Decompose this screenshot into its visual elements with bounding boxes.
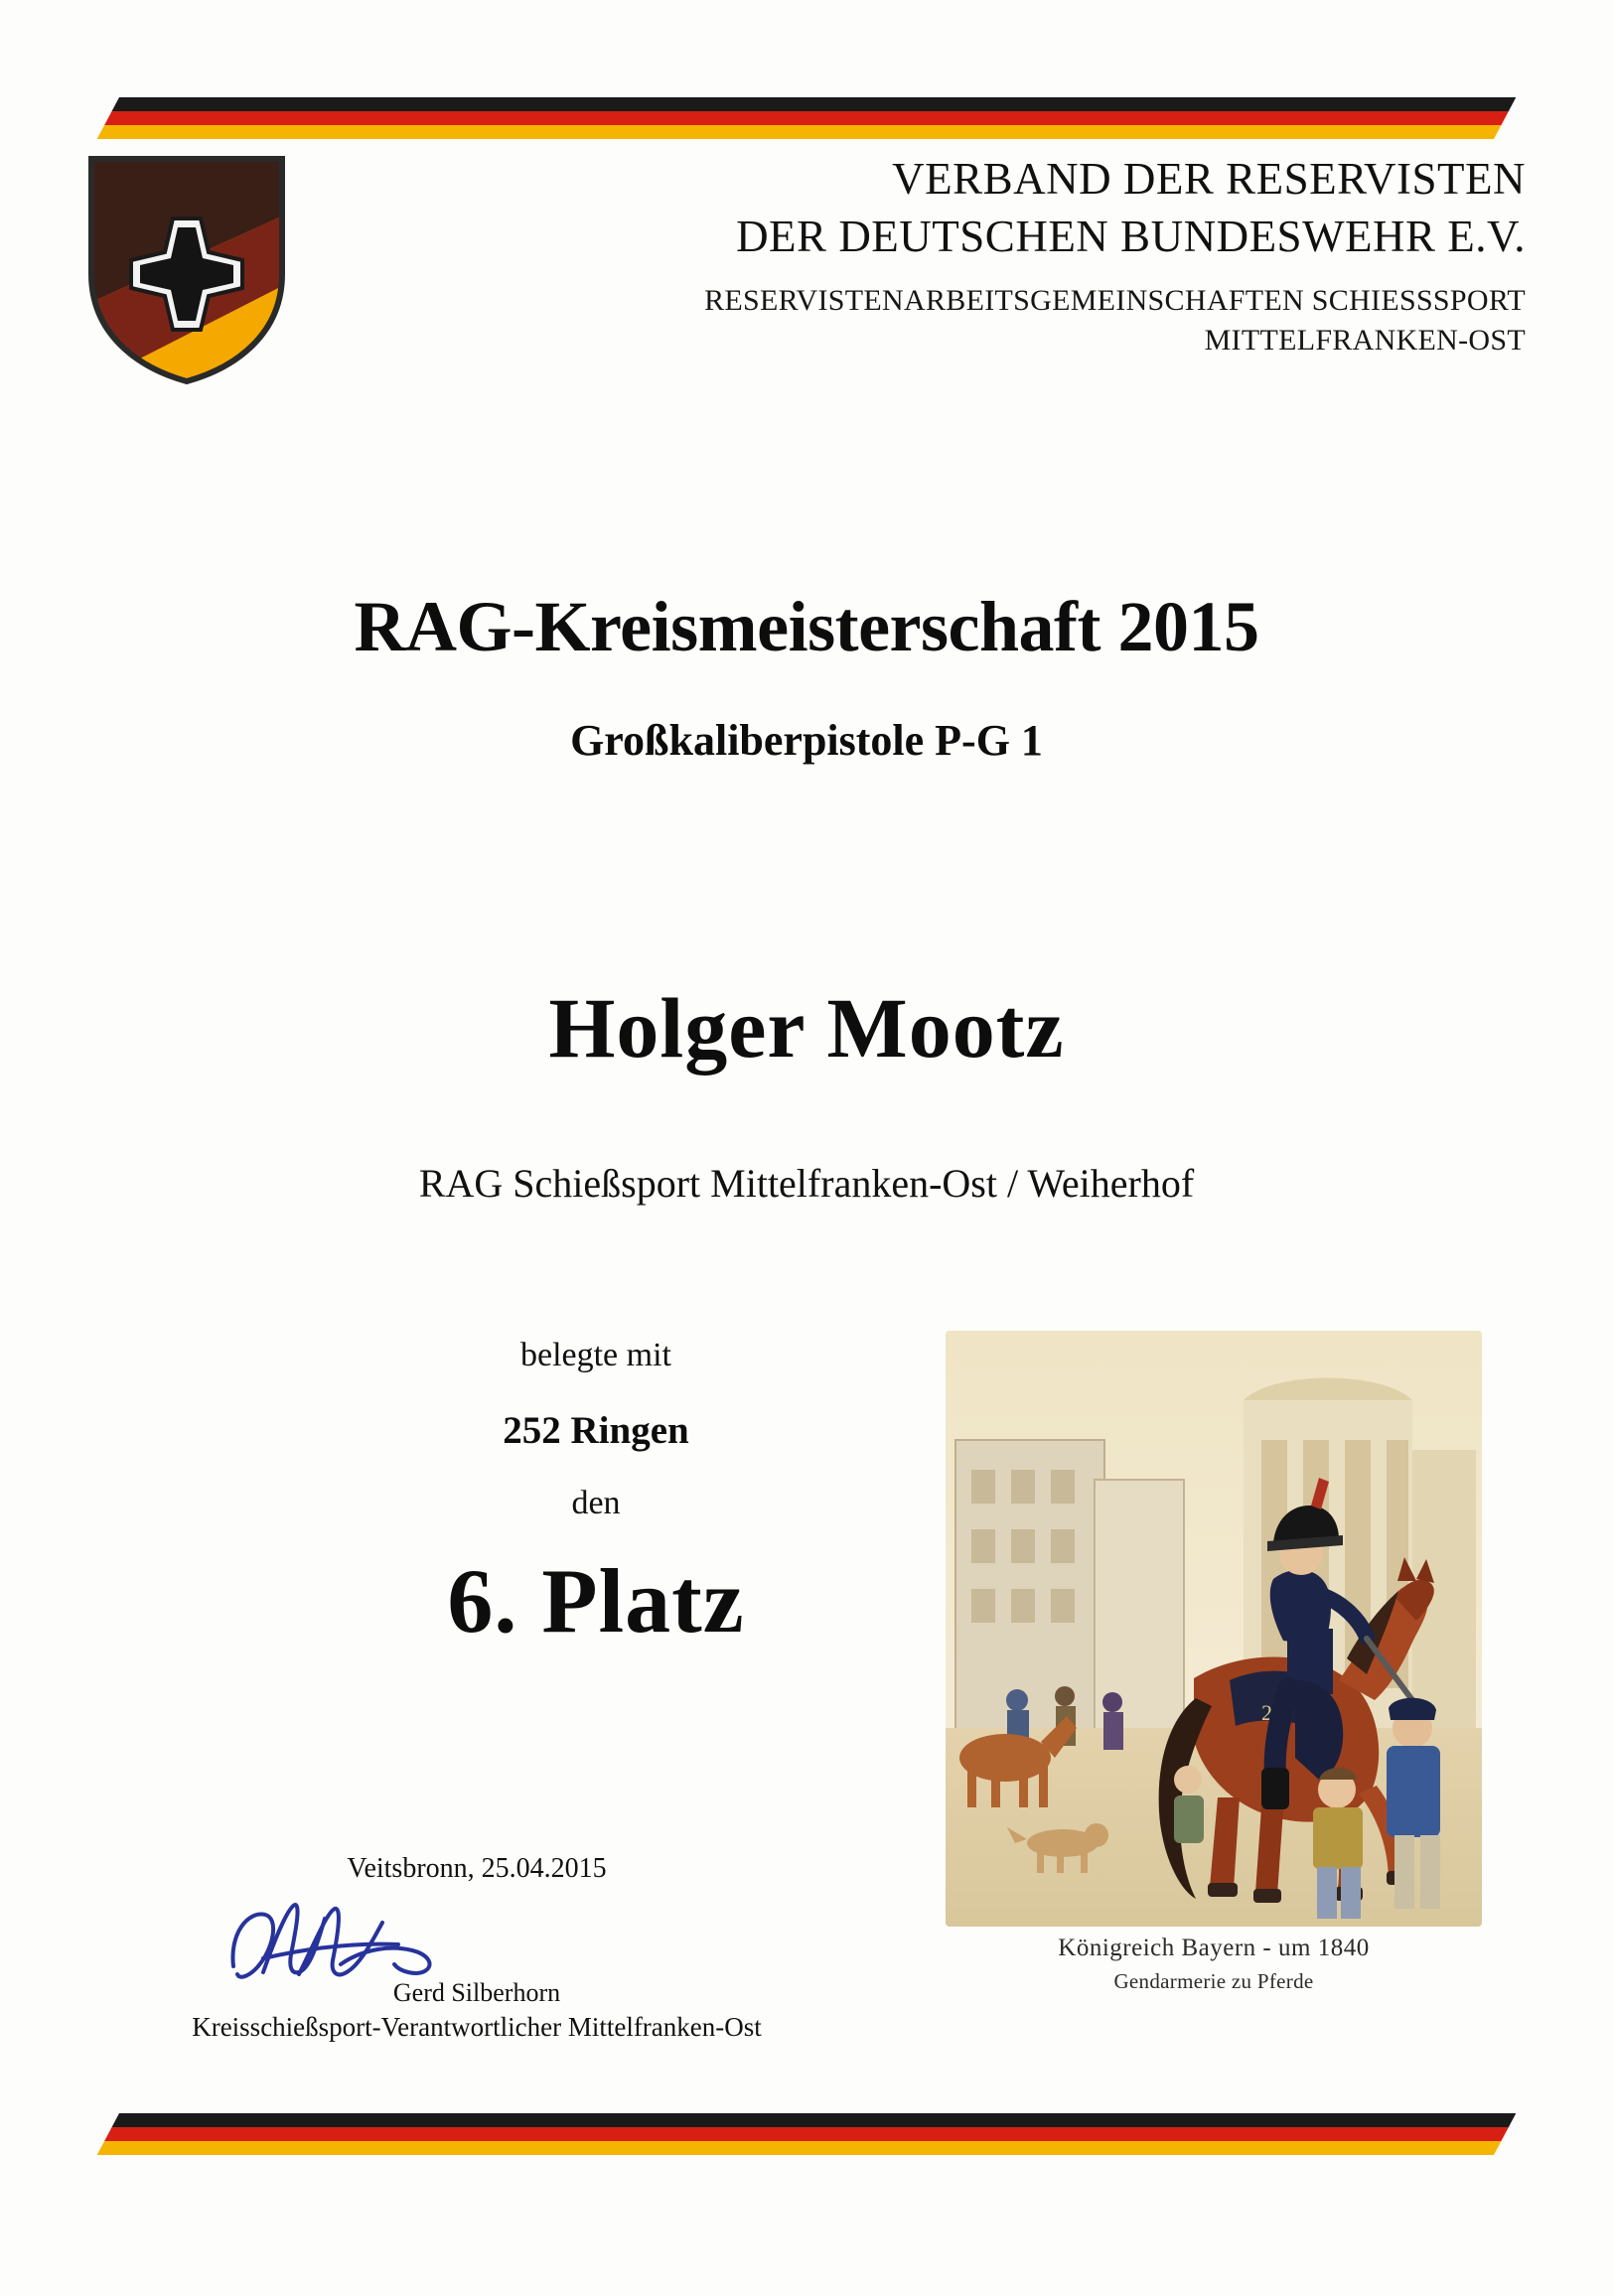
certificate-discipline: Großkaliberpistole P-G 1 bbox=[570, 716, 1043, 765]
result-pre-text: belegte mit bbox=[519, 1337, 671, 1373]
result-place-label: Platz bbox=[541, 1549, 745, 1651]
result-score: 252 Ringen bbox=[503, 1408, 689, 1452]
german-flag-bar-top bbox=[87, 97, 1526, 139]
flag-stripe-black bbox=[87, 97, 1526, 111]
historic-cavalry-painting-icon bbox=[946, 1331, 1482, 1927]
result-block bbox=[258, 1336, 934, 1653]
signature-place-date: Veitsbronn, 25.04.2015 bbox=[347, 1853, 607, 1884]
flag-stripe-red bbox=[87, 111, 1526, 125]
header-text-block bbox=[316, 151, 1526, 360]
flag-stripe-gold bbox=[87, 125, 1526, 139]
organisation-line-1: VERBAND DER RESERVISTEN bbox=[892, 154, 1526, 204]
subtitle-line-2: MITTELFRANKEN-OST bbox=[1204, 324, 1526, 358]
result-place-number: 6 bbox=[447, 1549, 495, 1651]
result-place bbox=[258, 1548, 934, 1653]
result-mid-text: den bbox=[571, 1484, 621, 1521]
subtitle-line-1: RESERVISTENARBEITSGEMEINSCHAFTEN SCHIESSSPORT bbox=[704, 284, 1526, 318]
flag-stripe-black bbox=[87, 2113, 1526, 2127]
signatory-role: Kreisschießsport-Verantwortlicher Mittelfranken-Ost bbox=[192, 2012, 762, 2042]
bundeswehr-iron-cross-shield-icon bbox=[87, 155, 286, 385]
svg-text:26: 26 bbox=[1261, 1700, 1283, 1725]
flag-stripe-gold bbox=[87, 2141, 1526, 2155]
certificate-header bbox=[87, 151, 1526, 449]
illustration-caption bbox=[946, 1935, 1482, 1994]
certificate-title: RAG-Kreismeisterschaft 2015 bbox=[354, 587, 1259, 666]
recipient-name: Holger Mootz bbox=[548, 980, 1065, 1076]
german-flag-bar-bottom bbox=[87, 2113, 1526, 2155]
result-place-separator: . bbox=[494, 1549, 518, 1651]
illustration-caption-line-2: Gendarmerie zu Pferde bbox=[1113, 1969, 1314, 1993]
organisation-line-2: DER DEUTSCHEN BUNDESWEHR E.V. bbox=[736, 211, 1526, 261]
handwritten-signature-icon bbox=[149, 1889, 805, 1996]
illustration-block bbox=[946, 1331, 1482, 2016]
flag-stripe-red bbox=[87, 2127, 1526, 2141]
signature-area bbox=[149, 1853, 805, 2043]
illustration-caption-line-1: Königreich Bayern - um 1840 bbox=[1058, 1935, 1370, 1961]
recipient-club: RAG Schießsport Mittelfranken-Ost / Weiherhof bbox=[418, 1161, 1195, 1206]
signatory-name: Gerd Silberhorn bbox=[392, 1978, 561, 2007]
